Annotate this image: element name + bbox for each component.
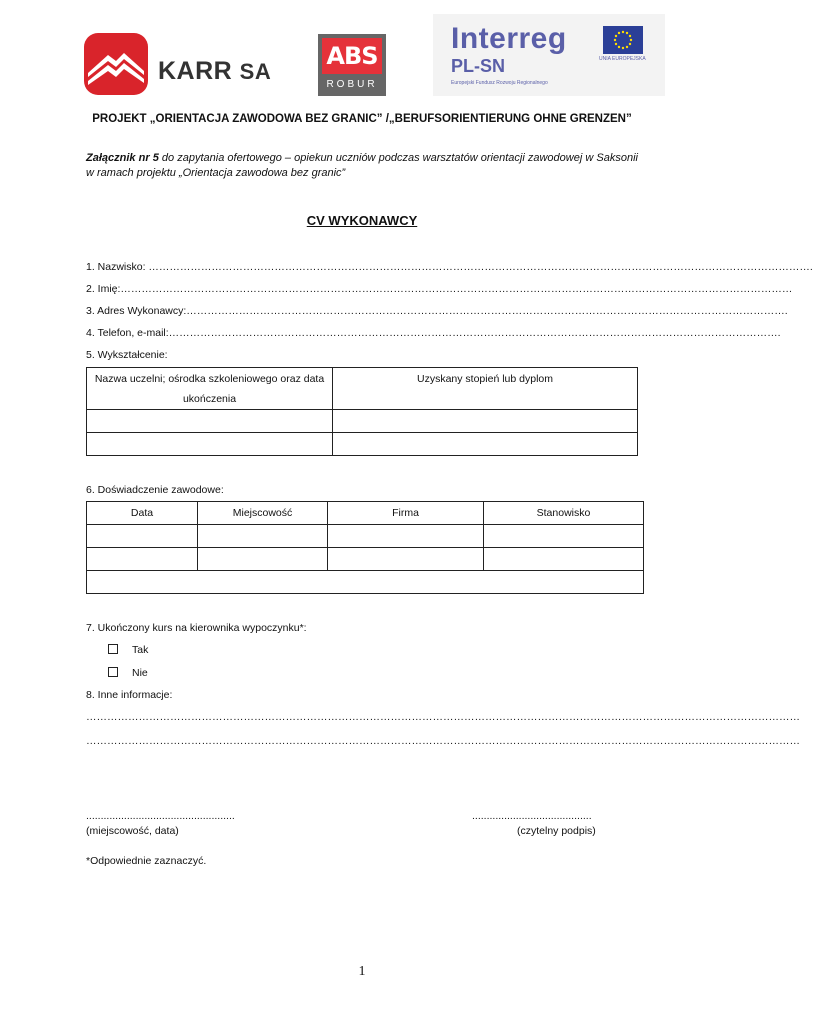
experience-header-company: Firma — [328, 502, 484, 525]
experience-table — [86, 501, 644, 594]
place-date-dots[interactable]: ................................................... — [86, 810, 235, 822]
project-heading: PROJEKT „ORIENTACJA ZAWODOWA BEZ GRANIC” /„BERUFSORIENTIERUNG OHNE GRENZEN” — [92, 113, 632, 125]
education-cell[interactable] — [87, 410, 333, 433]
experience-header-position: Stanowisko — [484, 502, 644, 525]
attachment-note — [86, 151, 638, 181]
interreg-logo — [433, 14, 665, 96]
checkbox-yes[interactable] — [108, 644, 118, 654]
experience-cell[interactable] — [87, 525, 198, 548]
signature-dots[interactable]: ......................................... — [472, 810, 592, 822]
experience-cell[interactable] — [328, 525, 484, 548]
place-date-label: (miejscowość, data) — [86, 825, 179, 837]
karr-suffix: SA — [239, 59, 272, 84]
eu-caption: UNIA EUROPEJSKA — [599, 56, 646, 62]
experience-header-place: Miejscowość — [198, 502, 328, 525]
signature-label: (czytelny podpis) — [517, 825, 596, 837]
experience-header-date: Data — [87, 502, 198, 525]
phone-email-field[interactable]: 4. Telefon, e-mail:…………………………………………………………………………………………………………………………………………………………. — [86, 327, 781, 339]
address-field[interactable]: 3. Adres Wykonawcy:………………………………………………………………………………………………………………………………………………………. — [86, 305, 788, 317]
experience-cell[interactable] — [484, 548, 644, 571]
course-label: 7. Ukończony kurs na kierownika wypoczynku*: — [86, 622, 307, 634]
other-info-label: 8. Inne informacje: — [86, 689, 173, 701]
education-cell[interactable] — [87, 433, 333, 456]
abs-wordmark: ABS — [322, 38, 382, 74]
other-info-line-2[interactable]: …………………………………………………………………………………………………………………………………………………………………………………… — [86, 735, 800, 747]
education-cell[interactable] — [333, 410, 638, 433]
experience-cell[interactable] — [198, 525, 328, 548]
karr-name: KARR — [158, 57, 233, 85]
education-table — [86, 367, 638, 456]
option-no-label: Nie — [132, 667, 148, 679]
document-title: CV WYKONAWCY — [306, 213, 418, 228]
interreg-wordmark: Interreg — [451, 22, 567, 55]
experience-cell[interactable] — [87, 571, 644, 594]
abs-robur-logo — [318, 34, 386, 96]
experience-cell[interactable] — [87, 548, 198, 571]
attachment-label: Załącznik nr 5 — [86, 152, 159, 164]
other-info-line-1[interactable]: …………………………………………………………………………………………………………………………………………………………………………………… — [86, 711, 800, 723]
footnote: *Odpowiednie zaznaczyć. — [86, 855, 207, 867]
experience-cell[interactable] — [198, 548, 328, 571]
attachment-text: do zapytania ofertowego – opiekun uczniów podczas warsztatów orientacji zawodowej w Saksonii w ramach projektu „Orientacja zawodowa bez granic” — [86, 152, 638, 179]
education-header-degree: Uzyskany stopień lub dyplom — [333, 368, 638, 410]
education-cell[interactable] — [333, 433, 638, 456]
interreg-fund: Europejski Fundusz Rozwoju Regionalnego — [451, 80, 548, 86]
first-name-field[interactable]: 2. Imię:………………………………………………………………………………………………………………………………………………………………………… — [86, 283, 793, 295]
surname-field[interactable]: 1. Nazwisko: ………………………………………………………………………………………………………………………………………………………………………. — [86, 261, 813, 273]
karr-mountain-icon — [84, 33, 148, 95]
course-option-no[interactable] — [108, 667, 148, 679]
karr-wordmark — [158, 57, 271, 86]
karr-logo — [84, 33, 284, 95]
course-option-yes[interactable] — [108, 644, 148, 656]
interreg-region: PL-SN — [451, 56, 505, 76]
experience-cell[interactable] — [484, 525, 644, 548]
education-header-institution: Nazwa uczelni; ośrodka szkoleniowego oraz data ukończenia — [87, 368, 333, 410]
checkbox-no[interactable] — [108, 667, 118, 677]
experience-label: 6. Doświadczenie zawodowe: — [86, 484, 224, 496]
option-yes-label: Tak — [132, 644, 149, 656]
page-number: 1 — [358, 964, 366, 979]
eu-flag-icon — [603, 26, 643, 54]
robur-wordmark: ROBUR — [326, 79, 378, 90]
education-label: 5. Wykształcenie: — [86, 349, 168, 361]
experience-cell[interactable] — [328, 548, 484, 571]
